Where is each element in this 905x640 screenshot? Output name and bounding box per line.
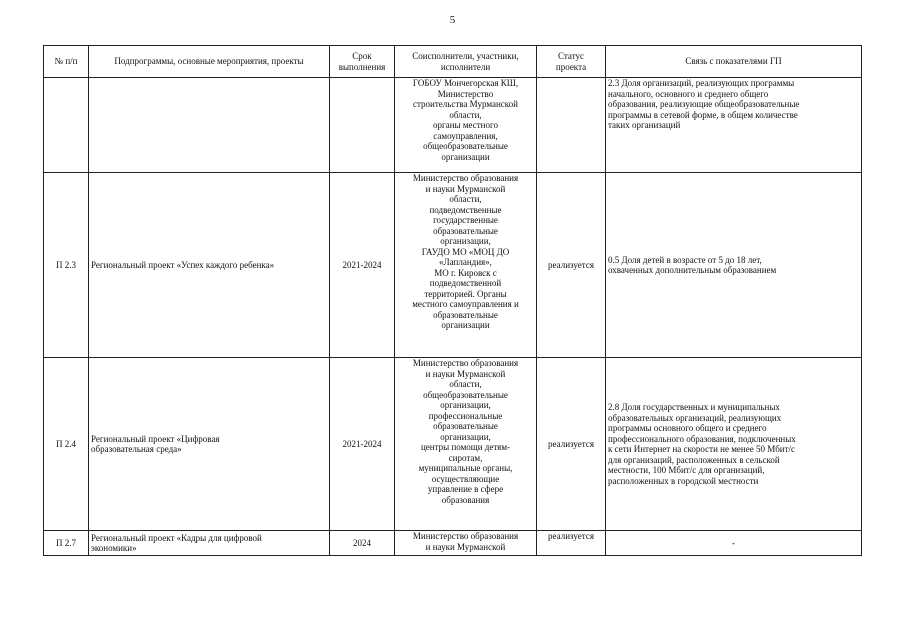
table-header-row xyxy=(44,46,862,78)
row-number: П 2.3 xyxy=(44,173,89,358)
row-status xyxy=(537,78,606,173)
row-indicator: 2.8 Доля государственных и муниципальных образовательных организаций, реализующих программы основного общего и среднего профессионального образования, подключенных к сети Интернет на скорости не менее 50 Мбит/с для организаций, расположенных в сельской местности, 100 Мбит/с для организаций, расположенных в городской местности xyxy=(606,358,862,531)
table-row xyxy=(44,173,862,358)
row-participants: ГОБОУ Мончегорская КШ, Министерство строительства Мурманской области, органы местного самоуправления, общеобразовательные организации xyxy=(395,78,537,173)
row-term: 2021-2024 xyxy=(330,358,395,531)
row-participants: Министерство образования и науки Мурманской области, общеобразовательные организации, профессиональные образовательные организации, центры помощи детям- сиротам, муниципальные органы, осуществляющие управление в сфере образования xyxy=(395,358,537,531)
row-project-name: Региональный проект «Кадры для цифровой экономики» xyxy=(89,531,330,556)
program-table xyxy=(43,45,862,556)
row-indicator: - xyxy=(606,531,862,556)
row-status: реализуется xyxy=(537,173,606,358)
row-indicator: 0.5 Доля детей в возрасте от 5 до 18 лет, охваченных дополнительным образованием xyxy=(606,173,862,358)
row-term xyxy=(330,78,395,173)
header-indicators: Связь с показателями ГП xyxy=(606,46,862,78)
header-term: Срок выполнения xyxy=(330,46,395,78)
table-row xyxy=(44,358,862,531)
row-status: реализуется xyxy=(537,358,606,531)
row-project-name xyxy=(89,78,330,173)
row-indicator: 2.3 Доля организаций, реализующих программы начального, основного и среднего общего образования, реализующие общеобразовательные программы в сетевой форме, в общем количестве таких организаций xyxy=(606,78,862,173)
row-number: П 2.4 xyxy=(44,358,89,531)
header-subprograms: Подпрограммы, основные мероприятия, проекты xyxy=(89,46,330,78)
row-term: 2021-2024 xyxy=(330,173,395,358)
table-row xyxy=(44,531,862,556)
row-number xyxy=(44,78,89,173)
row-participants: Министерство образования и науки Мурманской xyxy=(395,531,537,556)
page-number: 5 xyxy=(449,14,456,26)
row-project-name: Региональный проект «Цифровая образовательная среда» xyxy=(89,358,330,531)
row-status: реализуется xyxy=(537,531,606,556)
row-term: 2024 xyxy=(330,531,395,556)
row-project-name: Региональный проект «Успех каждого ребенка» xyxy=(89,173,330,358)
row-number: П 2.7 xyxy=(44,531,89,556)
header-participants: Соисполнители, участники, исполнители xyxy=(395,46,537,78)
table-row xyxy=(44,78,862,173)
row-participants: Министерство образования и науки Мурманской области, подведомственные государственные образовательные организации, ГАУДО МО «МОЦ ДО «Лапландия», МО г. Кировск с подведомственной территорией. Органы местного самоуправления и образовательные организации xyxy=(395,173,537,358)
header-status: Статус проекта xyxy=(537,46,606,78)
header-number: № п/п xyxy=(44,46,89,78)
